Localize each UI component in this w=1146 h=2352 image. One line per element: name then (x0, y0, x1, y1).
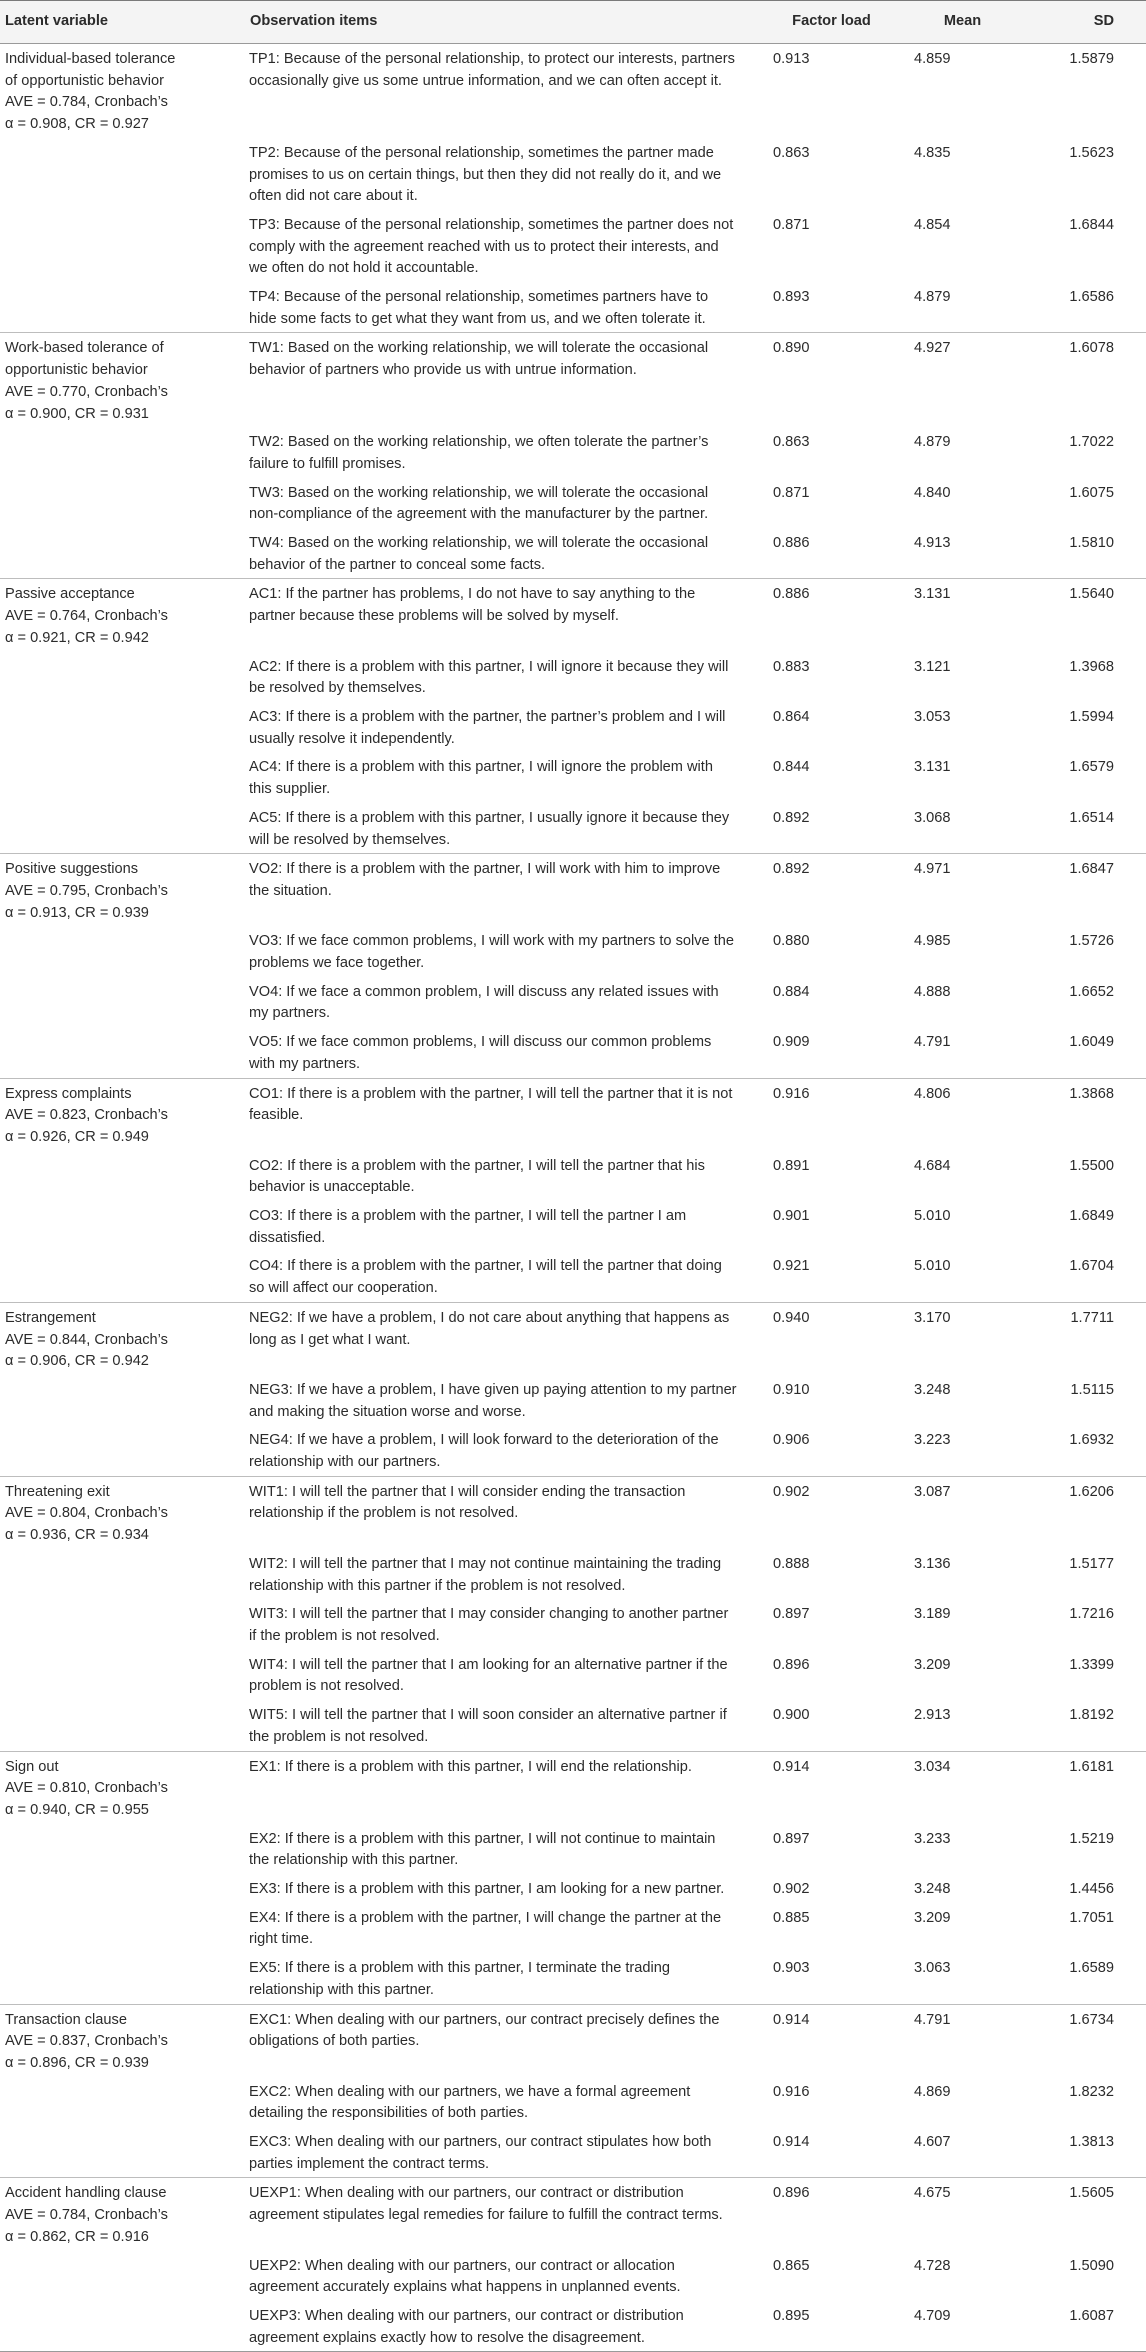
table-row (0, 2004, 1146, 2077)
empty-cell (0, 702, 245, 752)
mean-value: 4.879 (914, 289, 951, 306)
factor-load-value: 0.895 (761, 2301, 902, 2352)
mean-value: 4.791 (914, 1034, 951, 1051)
observation-item: TW2: Based on the working relationship, we often tolerate the partner’s failure to fulfill promises. (249, 434, 709, 472)
empty-cell (0, 977, 245, 1027)
mean-value: 4.888 (914, 983, 951, 1000)
table-row (0, 1251, 1146, 1302)
sd-value: 1.5879 (1023, 44, 1146, 138)
empty-cell (0, 1599, 245, 1649)
table-row (0, 803, 1146, 854)
mean-value: 4.971 (902, 854, 1023, 927)
empty-cell (0, 138, 245, 210)
observation-item: TW1: Based on the working relationship, we will tolerate the occasional behavior of partners who provide us with untrue information. (245, 333, 761, 427)
latent-variable-line: AVE = 0.804, Cronbach’s (5, 1505, 168, 1522)
sd-value: 1.6734 (1023, 2004, 1146, 2077)
sd-value: 1.7711 (1023, 1302, 1146, 1375)
latent-variable-line: AVE = 0.823, Cronbach’s (5, 1107, 168, 1124)
observation-item: EX3: If there is a problem with this partner, I am looking for a new partner. (249, 1881, 725, 1898)
sd-value: 1.6181 (1023, 1751, 1146, 1824)
latent-variable-cell (0, 1078, 245, 1151)
mean-value: 3.131 (902, 579, 1023, 652)
latent-variable-line: AVE = 0.795, Cronbach’s (5, 882, 168, 899)
observation-item: UEXP2: When dealing with our partners, our contract or allocation agreement accurately explains what happens in unplanned events. (249, 2257, 681, 2296)
observation-item: EX1: If there is a problem with this partner, I will end the relationship. (245, 1751, 761, 1824)
factor-load-value: 0.893 (773, 289, 810, 306)
table-row (0, 579, 1146, 652)
sd-value: 1.6652 (1069, 983, 1114, 1000)
sd-value: 1.6586 (1069, 289, 1114, 306)
factor-load-value: 0.902 (761, 1476, 902, 1549)
sd-value: 1.6087 (1023, 2301, 1146, 2352)
latent-variable-cell (0, 2178, 245, 2251)
sd-value: 1.6704 (1069, 1258, 1114, 1275)
mean-value: 3.131 (914, 759, 951, 776)
mean-value: 4.913 (914, 535, 951, 552)
latent-variable-line: α = 0.896, CR = 0.939 (5, 2054, 149, 2071)
latent-variable-line: of opportunistic behavior (5, 72, 165, 89)
latent-variable-line: α = 0.921, CR = 0.942 (5, 629, 149, 646)
sd-value: 1.7216 (1069, 1606, 1114, 1623)
latent-variable-line: AVE = 0.770, Cronbach’s (5, 383, 168, 400)
sd-value: 1.6844 (1069, 216, 1114, 233)
mean-value: 3.248 (914, 1881, 951, 1898)
empty-cell (0, 926, 245, 976)
sd-value: 1.6932 (1069, 1432, 1114, 1449)
sd-value: 1.7051 (1069, 1909, 1114, 1926)
table-row (0, 1151, 1146, 1201)
observation-item: WIT4: I will tell the partner that I am looking for an alternative partner if the problem is not resolved. (249, 1656, 728, 1695)
observation-item: VO4: If we face a common problem, I will discuss any related issues with my partners. (249, 983, 719, 1022)
observation-item: WIT5: I will tell the partner that I will soon consider an alternative partner if the problem is not resolved. (249, 1707, 727, 1745)
latent-variable-line: α = 0.862, CR = 0.916 (5, 2228, 149, 2245)
sd-value: 1.6579 (1069, 759, 1114, 776)
mean-value: 5.010 (914, 1258, 951, 1275)
table-row (0, 282, 1146, 333)
observation-item: TW3: Based on the working relationship, we will tolerate the occasional non-compliance of the agreement with the manufacturer by the partner. (249, 484, 709, 523)
header-latent-variable: Latent variable (0, 1, 245, 44)
empty-cell (0, 1425, 245, 1476)
sd-value: 1.8232 (1069, 2083, 1114, 2100)
factor-load-value: 0.900 (773, 1707, 810, 1724)
latent-variable-cell (0, 1476, 245, 1549)
observation-item: AC2: If there is a problem with this partner, I will ignore it because they will be resolved by themselves. (249, 658, 729, 697)
latent-variable-line: AVE = 0.764, Cronbach’s (5, 608, 168, 625)
empty-cell (0, 1151, 245, 1201)
observation-item: UEXP1: When dealing with our partners, our contract or distribution agreement stipulates legal remedies for failure to fulfill the contract terms. (245, 2178, 761, 2251)
mean-value: 4.859 (902, 44, 1023, 138)
factor-load-value: 0.897 (773, 1606, 810, 1623)
sd-value: 1.5994 (1069, 708, 1114, 725)
mean-value: 5.010 (914, 1208, 951, 1225)
table-row (0, 926, 1146, 976)
latent-variable-line: AVE = 0.810, Cronbach’s (5, 1780, 168, 1797)
table-row (0, 2077, 1146, 2127)
table-row (0, 2301, 1146, 2352)
latent-variable-line: Sign out (5, 1758, 59, 1775)
empty-cell (0, 1650, 245, 1700)
table-row (0, 977, 1146, 1027)
observation-item: CO1: If there is a problem with the partner, I will tell the partner that it is not feasible. (245, 1078, 761, 1151)
factor-load-value: 0.914 (773, 2134, 810, 2151)
observation-item: VO2: If there is a problem with the partner, I will work with him to improve the situation. (245, 854, 761, 927)
observation-item: EXC1: When dealing with our partners, our contract precisely defines the obligations of both parties. (245, 2004, 761, 2077)
mean-value: 3.209 (914, 1656, 951, 1673)
empty-cell (0, 1549, 245, 1599)
table-row (0, 702, 1146, 752)
sd-value: 1.6049 (1069, 1034, 1114, 1051)
mean-value: 4.607 (914, 2134, 951, 2151)
factor-load-value: 0.888 (773, 1555, 810, 1572)
sd-value: 1.3968 (1069, 658, 1114, 675)
sd-value: 1.5640 (1023, 579, 1146, 652)
mean-value: 3.121 (914, 658, 951, 675)
sd-value: 1.5090 (1069, 2257, 1114, 2274)
empty-cell (0, 2251, 245, 2301)
factor-load-value: 0.902 (773, 1881, 810, 1898)
mean-value: 4.675 (902, 2178, 1023, 2251)
latent-variable-line: AVE = 0.784, Cronbach’s (5, 2207, 168, 2224)
table-row (0, 1599, 1146, 1649)
factor-load-value: 0.914 (761, 2004, 902, 2077)
factor-load-value: 0.865 (773, 2257, 810, 2274)
mean-value: 4.835 (914, 144, 951, 161)
mean-value: 3.053 (914, 708, 951, 725)
table-row (0, 1201, 1146, 1251)
observation-item: WIT2: I will tell the partner that I may not continue maintaining the trading relationship with this partner if the problem is not resolved. (249, 1555, 722, 1594)
latent-variable-line: Work-based tolerance of (5, 340, 164, 357)
empty-cell (0, 282, 245, 333)
sd-value: 1.5500 (1069, 1157, 1114, 1174)
empty-cell (0, 1903, 245, 1953)
factor-load-value: 0.880 (773, 933, 810, 950)
table-row (0, 1476, 1146, 1549)
latent-variable-line: Accident handling clause (5, 2185, 167, 2202)
header-factor-load: Factor load (761, 1, 902, 44)
sd-value: 1.5810 (1069, 535, 1114, 552)
latent-variable-cell (0, 44, 245, 138)
factor-load-value: 0.885 (773, 1909, 810, 1926)
factor-load-value: 0.903 (773, 1960, 810, 1977)
factor-load-value: 0.890 (761, 333, 902, 427)
factor-load-value: 0.909 (773, 1034, 810, 1051)
mean-value: 4.684 (914, 1157, 951, 1174)
sd-value: 1.5219 (1069, 1830, 1114, 1847)
latent-variable-line: α = 0.940, CR = 0.955 (5, 1801, 149, 1818)
table-row (0, 210, 1146, 282)
empty-cell (0, 1201, 245, 1251)
mean-value: 3.068 (914, 809, 951, 826)
observation-item: EX2: If there is a problem with this partner, I will not continue to maintain the relationship with this partner. (249, 1830, 716, 1869)
empty-cell (0, 1874, 245, 1903)
sd-value: 1.6847 (1023, 854, 1146, 927)
latent-variable-line: α = 0.906, CR = 0.942 (5, 1353, 149, 1370)
observation-item: NEG3: If we have a problem, I have given up paying attention to my partner and making the situation worse and worse. (249, 1381, 737, 1420)
mean-value: 3.233 (914, 1830, 951, 1847)
mean-value: 3.189 (914, 1606, 951, 1623)
factor-load-value: 0.921 (773, 1258, 810, 1275)
observation-item: AC3: If there is a problem with the partner, the partner’s problem and I will usually resolve it independently. (249, 708, 726, 747)
latent-variable-line: α = 0.900, CR = 0.931 (5, 405, 149, 422)
factor-load-value: 0.896 (761, 2178, 902, 2251)
mean-value: 4.728 (914, 2257, 951, 2274)
factor-load-value: 0.863 (773, 144, 810, 161)
sd-value: 1.3813 (1069, 2134, 1114, 2151)
latent-variable-line: opportunistic behavior (5, 362, 148, 379)
table-row (0, 652, 1146, 702)
table-row (0, 2127, 1146, 2178)
observation-item: VO5: If we face common problems, I will discuss our common problems with my partners. (249, 1034, 712, 1072)
table-row (0, 1375, 1146, 1425)
table-row (0, 44, 1146, 138)
sd-value: 1.3868 (1023, 1078, 1146, 1151)
latent-variable-line: Individual-based tolerance (5, 51, 176, 67)
sd-value: 1.5605 (1023, 2178, 1146, 2251)
empty-cell (0, 1953, 245, 2004)
table-row (0, 427, 1146, 477)
observation-item: TW4: Based on the working relationship, we will tolerate the occasional behavior of the partner to conceal some facts. (249, 535, 709, 573)
sd-value: 1.6075 (1069, 484, 1114, 501)
factor-load-value: 0.913 (761, 44, 902, 138)
mean-value: 3.209 (914, 1909, 951, 1926)
empty-cell (0, 752, 245, 802)
latent-variable-line: Transaction clause (5, 2011, 127, 2028)
header-row (0, 1, 1146, 44)
observation-item: EX5: If there is a problem with this partner, I terminate the trading relationship with this partner. (249, 1960, 670, 1998)
observation-item: WIT3: I will tell the partner that I may consider changing to another partner if the problem is not resolved. (249, 1606, 729, 1644)
sd-value: 1.6206 (1023, 1476, 1146, 1549)
latent-variable-cell (0, 333, 245, 427)
header-observation-items: Observation items (245, 1, 761, 44)
table-row (0, 528, 1146, 579)
observation-item: TP2: Because of the personal relationship, sometimes the partner made promises to us on certain things, but then they did not really do it, and we often did not care about it. (249, 144, 722, 205)
mean-value: 2.913 (914, 1707, 951, 1724)
table-row (0, 1953, 1146, 2004)
latent-variable-line: Threatening exit (5, 1483, 110, 1500)
table-row (0, 1903, 1146, 1953)
mean-value: 3.087 (902, 1476, 1023, 1549)
sd-value: 1.8192 (1069, 1707, 1114, 1724)
sd-value: 1.5115 (1070, 1381, 1114, 1398)
observation-item: EXC3: When dealing with our partners, our contract stipulates how both parties implement the contract terms. (249, 2134, 712, 2172)
sd-value: 1.7022 (1069, 434, 1114, 451)
header-sd: SD (1023, 1, 1146, 44)
latent-variable-line: AVE = 0.844, Cronbach’s (5, 1331, 168, 1348)
observation-item: AC4: If there is a problem with this partner, I will ignore the problem with this supplier. (249, 759, 713, 798)
mean-value: 4.854 (914, 216, 951, 233)
latent-variable-cell (0, 854, 245, 927)
mean-value: 3.248 (914, 1381, 951, 1398)
empty-cell (0, 528, 245, 579)
factor-load-value: 0.883 (773, 658, 810, 675)
sd-value: 1.6078 (1023, 333, 1146, 427)
mean-value: 4.927 (902, 333, 1023, 427)
observation-item: TP1: Because of the personal relationship, to protect our interests, partners occasionally give us some untrue information, and we can often accept it. (245, 44, 761, 138)
table-row (0, 1549, 1146, 1599)
latent-variable-cell (0, 1302, 245, 1375)
factor-load-value: 0.910 (773, 1381, 810, 1398)
factor-load-value: 0.864 (773, 708, 810, 725)
empty-cell (0, 1251, 245, 1302)
latent-variable-cell (0, 1751, 245, 1824)
table-row (0, 752, 1146, 802)
factor-load-value: 0.844 (773, 759, 810, 776)
empty-cell (0, 478, 245, 528)
factor-load-value: 0.916 (773, 2083, 810, 2100)
observation-item: EXC2: When dealing with our partners, we have a formal agreement detailing the responsibilities of both parties. (249, 2083, 691, 2122)
factor-load-value: 0.863 (773, 434, 810, 451)
sd-value: 1.6589 (1069, 1960, 1114, 1977)
factor-load-value: 0.886 (761, 579, 902, 652)
latent-variable-line: α = 0.936, CR = 0.934 (5, 1527, 149, 1544)
table-row (0, 1751, 1146, 1824)
empty-cell (0, 2077, 245, 2127)
observation-item: NEG4: If we have a problem, I will look forward to the deterioration of the relationship with our partners. (249, 1432, 719, 1471)
observation-item: TP4: Because of the personal relationship, sometimes partners have to hide some facts to get what they want from us, and we often tolerate it. (249, 289, 709, 327)
observation-item: UEXP3: When dealing with our partners, our contract or distribution agreement explains exactly how to resolve the disagreement. (245, 2301, 761, 2352)
table-row (0, 1027, 1146, 1078)
latent-variable-line: Positive suggestions (5, 861, 139, 878)
empty-cell (0, 427, 245, 477)
empty-cell (0, 1027, 245, 1078)
mean-value: 4.840 (914, 484, 951, 501)
sd-value: 1.5726 (1069, 933, 1114, 950)
table-row (0, 1302, 1146, 1375)
sd-value: 1.5177 (1069, 1555, 1114, 1572)
factor-load-value: 0.916 (761, 1078, 902, 1151)
table-row (0, 1078, 1146, 1151)
latent-variable-line: α = 0.908, CR = 0.927 (5, 116, 149, 133)
table-row (0, 1650, 1146, 1700)
empty-cell (0, 210, 245, 282)
table-row (0, 1824, 1146, 1874)
empty-cell (0, 652, 245, 702)
mean-value: 3.034 (902, 1751, 1023, 1824)
observation-item: CO4: If there is a problem with the partner, I will tell the partner that doing so will affect our cooperation. (249, 1258, 722, 1297)
factor-load-value: 0.871 (773, 216, 810, 233)
factor-load-value: 0.891 (773, 1157, 810, 1174)
observation-item: NEG2: If we have a problem, I do not care about anything that happens as long as I get what I want. (245, 1302, 761, 1375)
latent-variable-line: Passive acceptance (5, 586, 135, 603)
factor-load-value: 0.892 (761, 854, 902, 927)
latent-variable-line: Estrangement (5, 1309, 96, 1326)
sd-value: 1.6849 (1069, 1208, 1114, 1225)
factor-load-value: 0.892 (773, 809, 810, 826)
mean-value: 4.879 (914, 434, 951, 451)
latent-variable-line: α = 0.913, CR = 0.939 (5, 904, 149, 921)
latent-variable-line: α = 0.926, CR = 0.949 (5, 1128, 149, 1145)
mean-value: 3.063 (914, 1960, 951, 1977)
sd-value: 1.6514 (1069, 809, 1114, 826)
factor-load-value: 0.940 (761, 1302, 902, 1375)
table-body (0, 44, 1146, 2352)
latent-variable-line: AVE = 0.784, Cronbach’s (5, 94, 168, 111)
latent-variable-line: AVE = 0.837, Cronbach’s (5, 2033, 168, 2050)
latent-variable-cell (0, 2004, 245, 2077)
table-row (0, 333, 1146, 427)
factor-load-value: 0.914 (761, 1751, 902, 1824)
mean-value: 3.223 (914, 1432, 951, 1449)
table-row (0, 854, 1146, 927)
observation-item: TP3: Because of the personal relationship, sometimes the partner does not comply with the agreement reached with us to protect their interests, and we often do not hold it accountable. (249, 216, 734, 277)
factor-load-value: 0.884 (773, 983, 810, 1000)
observation-item: AC1: If the partner has problems, I do not have to say anything to the partner because these problems will be solved by myself. (245, 579, 761, 652)
sd-value: 1.5623 (1069, 144, 1114, 161)
observation-item: VO3: If we face common problems, I will work with my partners to solve the problems we face together. (249, 933, 735, 972)
table-row (0, 2178, 1146, 2251)
empty-cell (0, 1824, 245, 1874)
observation-item: WIT1: I will tell the partner that I will consider ending the transaction relationship if the problem is not resolved. (245, 1476, 761, 1549)
table-row (0, 478, 1146, 528)
empty-cell (0, 2127, 245, 2178)
mean-value: 3.170 (902, 1302, 1023, 1375)
table-row (0, 1874, 1146, 1903)
table-row (0, 1700, 1146, 1751)
factor-load-value: 0.897 (773, 1830, 810, 1847)
mean-value: 4.985 (914, 933, 951, 950)
table-row (0, 1425, 1146, 1476)
mean-value: 4.791 (902, 2004, 1023, 2077)
factor-load-value: 0.896 (773, 1656, 810, 1673)
latent-variable-line: Express complaints (5, 1085, 132, 1102)
factor-load-value: 0.906 (773, 1432, 810, 1449)
observation-item: EX4: If there is a problem with the partner, I will change the partner at the right time. (249, 1909, 722, 1948)
empty-cell (0, 1375, 245, 1425)
observation-item: CO2: If there is a problem with the partner, I will tell the partner that his behavior is unacceptable. (249, 1157, 705, 1196)
observation-item: AC5: If there is a problem with this partner, I usually ignore it because they will be resolved by themselves. (249, 809, 730, 848)
empty-cell (0, 803, 245, 854)
empty-cell (0, 1700, 245, 1751)
factor-load-value: 0.901 (773, 1208, 810, 1225)
table-row (0, 2251, 1146, 2301)
factor-load-value: 0.886 (773, 535, 810, 552)
sd-value: 1.3399 (1069, 1656, 1114, 1673)
observation-item: CO3: If there is a problem with the partner, I will tell the partner I am dissatisfied. (249, 1208, 687, 1246)
header-mean: Mean (902, 1, 1023, 44)
mean-value: 3.136 (914, 1555, 951, 1572)
empty-cell (0, 2301, 245, 2352)
factor-load-value: 0.871 (773, 484, 810, 501)
sd-value: 1.4456 (1069, 1881, 1114, 1898)
mean-value: 4.869 (914, 2083, 951, 2100)
table-row (0, 138, 1146, 210)
mean-value: 4.709 (902, 2301, 1023, 2352)
latent-variable-cell (0, 579, 245, 652)
mean-value: 4.806 (902, 1078, 1023, 1151)
